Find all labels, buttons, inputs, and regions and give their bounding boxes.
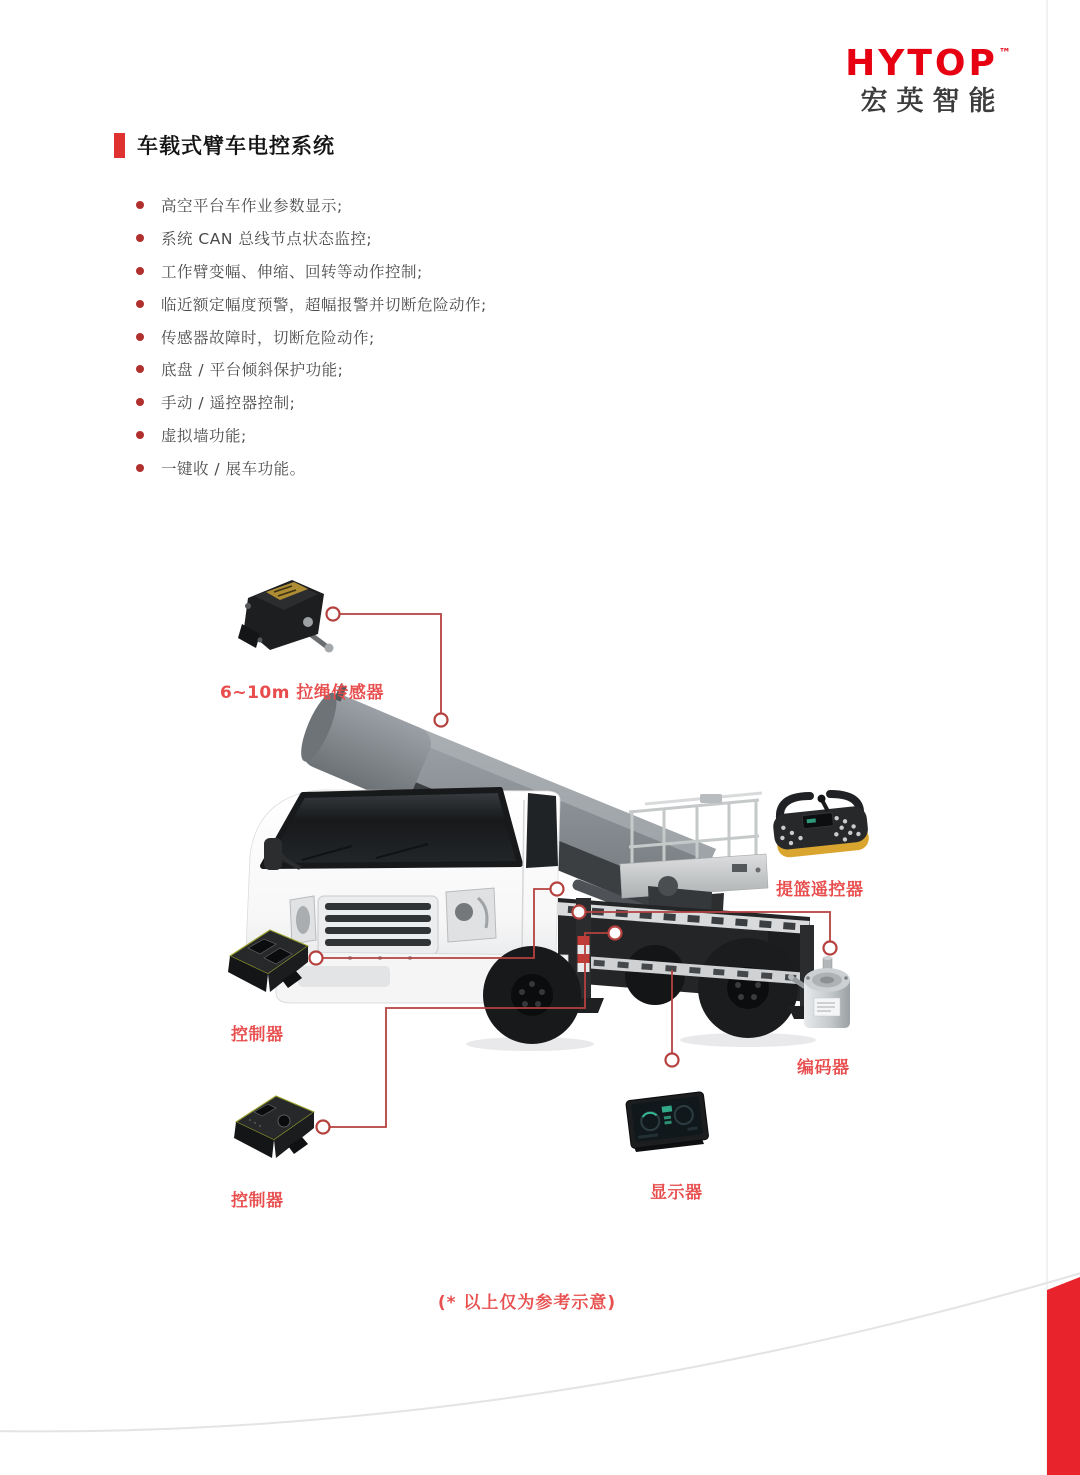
bullet-dot <box>136 464 144 472</box>
logo-tm: ™ <box>998 46 1011 60</box>
flatbed-chassis <box>555 876 826 1038</box>
feature-item <box>136 353 487 386</box>
bullet-dot <box>136 267 144 275</box>
header-logo <box>843 43 1013 117</box>
controller-bottom-image <box>234 1096 314 1158</box>
feature-item <box>136 189 487 222</box>
front-wheel <box>483 946 581 1044</box>
anchor-boom-head <box>435 714 448 727</box>
features-list <box>136 189 487 484</box>
feature-item <box>136 320 487 353</box>
bullet-dot <box>136 234 144 242</box>
feature-text: 手动 / 遥控器控制; <box>161 394 296 413</box>
anchor-bed-rail <box>609 927 622 940</box>
basket-remote-label: 提篮遥控器 <box>776 880 864 900</box>
bullet-dot <box>136 398 144 406</box>
feature-item <box>136 386 487 419</box>
feature-text: 传感器故障时，切断危险动作; <box>161 328 375 347</box>
feature-text: 虚拟墙功能; <box>161 426 247 445</box>
feature-text: 高空平台车作业参数显示; <box>161 197 343 216</box>
section-title-row <box>114 130 335 160</box>
bullet-dot <box>136 365 144 373</box>
logo-cn-text: 宏英智能 <box>860 86 1005 117</box>
bullet-dot <box>136 201 144 209</box>
feature-text: 工作臂变幅、伸缩、回转等动作控制; <box>161 262 423 281</box>
feature-text: 底盘 / 平台倾斜保护功能; <box>161 361 344 380</box>
anchor-turret <box>573 906 586 919</box>
feature-item <box>136 419 487 452</box>
title-accent-bar <box>114 133 125 158</box>
anchor-encoder <box>824 942 837 955</box>
logo-hytop-text: HYTOP™ <box>845 43 1011 84</box>
feature-item <box>136 287 487 320</box>
rope-sensor-label: 6~10m 拉绳传感器 <box>220 683 384 703</box>
feature-text: 临近额定幅度预警，超幅报警并切断危险动作; <box>161 295 487 314</box>
anchor-rope-sensor <box>327 608 340 621</box>
rope-sensor-image <box>238 580 334 653</box>
feature-item <box>136 222 487 255</box>
side-window <box>526 793 558 868</box>
encoder-label: 编码器 <box>797 1058 850 1078</box>
footnote: (* 以上仅为参考示意) <box>437 1293 617 1313</box>
bullet-dot <box>136 333 144 341</box>
truck-cab <box>246 790 581 1044</box>
truck-illustration <box>246 679 826 1051</box>
page-title: 车载式臂车电控系统 <box>137 134 335 158</box>
bullet-dot <box>136 300 144 308</box>
anchor-controller-bottom <box>317 1121 330 1134</box>
basket-remote-image <box>770 790 870 859</box>
grille <box>318 896 438 954</box>
anchor-boom-base <box>551 883 564 896</box>
feature-item <box>136 451 487 484</box>
controller-bottom-label: 控制器 <box>231 1191 284 1211</box>
controller-top-label: 控制器 <box>231 1025 284 1045</box>
feature-text: 系统 CAN 总线节点状态监控; <box>161 230 373 249</box>
display-image <box>626 1092 709 1152</box>
feature-text: 一键收 / 展车功能。 <box>161 459 306 478</box>
display-label: 显示器 <box>650 1183 703 1203</box>
anchor-display <box>666 1054 679 1067</box>
feature-item <box>136 255 487 288</box>
bullet-dot <box>136 431 144 439</box>
anchor-controller-top <box>310 952 323 965</box>
